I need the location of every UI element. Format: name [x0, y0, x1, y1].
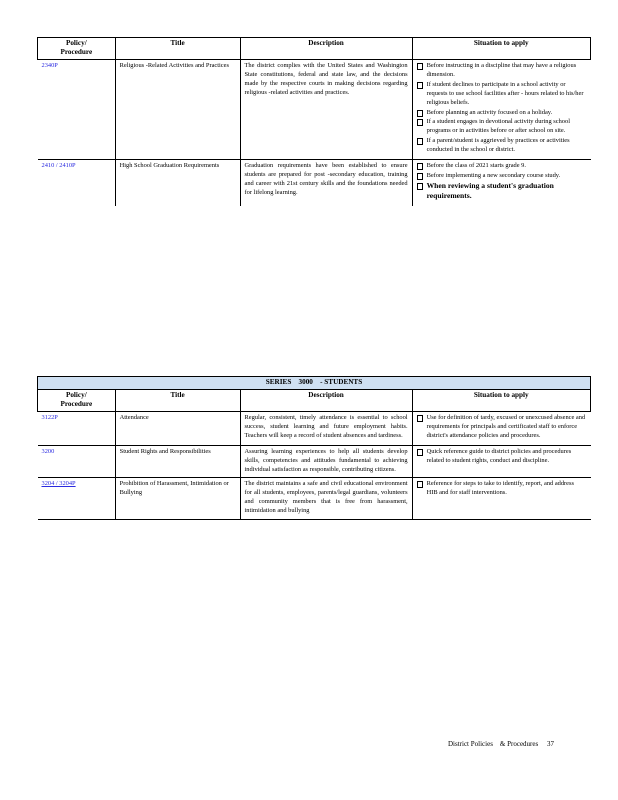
policy-title: High School Graduation Requirements [115, 160, 240, 206]
situation-item: If a parent/student is aggrieved by practices or activities conducted in the school or district. [417, 137, 587, 155]
header-title: Title [115, 390, 240, 412]
policy-table-3000 [37, 376, 591, 520]
header-situation: Situation to apply [412, 390, 590, 412]
policy-code-link[interactable]: 3204 / 3204P [38, 478, 116, 520]
policy-description: The district complies with the United States and Washington State constitutions, federal and state law, and the decisions made by the respective courts in making decisions regarding religious -related activities and practices. [240, 60, 412, 160]
table-row [38, 445, 591, 478]
header-title: Title [115, 38, 240, 60]
header-policy: Policy/ Procedure [38, 390, 116, 412]
situation-item: Before the class of 2021 starts grade 9. [417, 162, 587, 171]
situation-cell [412, 60, 590, 160]
situation-item: Before instructing in a discipline that may have a religious dimension. [417, 62, 587, 80]
policy-description: Assuring learning experiences to help all students develop skills, competencies and attitudes fundamental to achieving individual satisfaction as responsible, contributing citizens. [240, 445, 412, 478]
situation-item: Before planning an activity focused on a holiday. [417, 109, 587, 118]
policy-title: Religious -Related Activities and Practices [115, 60, 240, 160]
situation-item: If a student engages in devotional activity during school programs or in activities before or after school on site. [417, 118, 587, 136]
situation-item: Use for definition of tardy, excused or unexcused absence and requirements for principals and certificated staff to enforce district's attendance policies and procedures. [417, 414, 587, 441]
table-row [38, 60, 591, 160]
checkbox-bullet-icon [417, 173, 423, 180]
situation-cell [412, 412, 590, 446]
checkbox-bullet-icon [417, 119, 423, 126]
checkbox-bullet-icon [417, 163, 423, 170]
situation-item: Quick reference guide to district policies and procedures related to student rights, conduct and discipline. [417, 448, 587, 466]
series-heading: SERIES 3000 - STUDENTS [38, 377, 591, 390]
checkbox-bullet-icon [417, 415, 423, 422]
checkbox-bullet-icon [417, 481, 423, 488]
policy-code-link[interactable]: 3200 [38, 445, 116, 478]
policy-description: The district maintains a safe and civil educational environment for all students, employees, parents/legal guardians, volunteers and community members that is free from harassment, intimidation and bullying [240, 478, 412, 520]
checkbox-bullet-icon [417, 82, 423, 89]
situation-item: Reference for steps to take to identify, report, and address HIB and for staff interventions. [417, 480, 587, 498]
checkbox-bullet-icon [417, 110, 423, 117]
situation-cell [412, 160, 590, 206]
checkbox-bullet-icon [417, 63, 423, 70]
situation-cell [412, 478, 590, 520]
policy-title: Student Rights and Responsibilities [115, 445, 240, 478]
header-policy: Policy/ Procedure [38, 38, 116, 60]
situation-item: If student declines to participate in a school activity or requests to use school facilities after - hours related to his/her religious beliefs. [417, 81, 587, 108]
policy-description: Regular, consistent, timely attendance is essential to school success, student learning and future employment habits. Teachers will keep a record of student absences and tardiness. [240, 412, 412, 446]
header-description: Description [240, 390, 412, 412]
table-row [38, 412, 591, 446]
policy-code-link[interactable]: 3122P [38, 412, 116, 446]
situation-cell [412, 445, 590, 478]
header-situation: Situation to apply [412, 38, 590, 60]
policy-title: Attendance [115, 412, 240, 446]
policy-code-link[interactable]: 2340P [38, 60, 116, 160]
checkbox-bullet-icon [417, 449, 423, 456]
table-row [38, 160, 591, 206]
table-row [38, 478, 591, 520]
checkbox-bullet-icon [417, 138, 423, 145]
policy-description: Graduation requirements have been established to ensure students are prepared for post -secondary education, training and career with 21st century skills and the foundations needed for lifelong learning. [240, 160, 412, 206]
policy-code-link[interactable]: 2410 / 2410P [38, 160, 116, 206]
checkbox-bullet-icon [417, 183, 423, 190]
situation-item: When reviewing a student's graduation requirements. [417, 182, 587, 202]
situation-item: Before implementing a new secondary course study. [417, 172, 587, 181]
policy-table-2000 [37, 37, 591, 206]
policy-title: Prohibition of Harassment, Intimidation or Bullying [115, 478, 240, 520]
page-footer: District Policies & Procedures 37 [448, 740, 554, 748]
header-description: Description [240, 38, 412, 60]
